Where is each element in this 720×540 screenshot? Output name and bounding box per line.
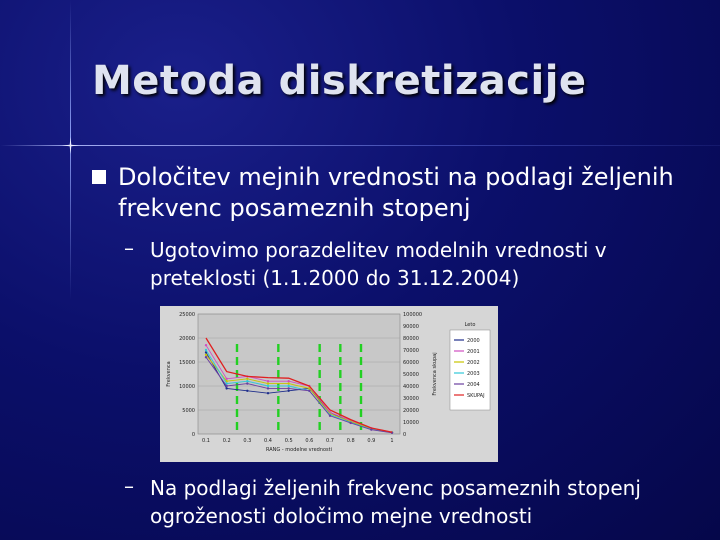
data-point-2003 [246,380,248,382]
slide-title: Metoda diskretizacije [92,58,587,104]
legend-entry: 2003 [467,370,480,377]
x-axis-label: RANG - modelne vrednosti [265,447,333,453]
data-point-2000 [287,390,289,392]
legend-entry: SKUPAJ [467,392,485,399]
data-point-2000 [246,390,248,392]
data-point-2004 [308,390,310,392]
y-tick-label: 0 [191,431,195,438]
data-point-2004 [246,382,248,384]
sub-bullet-dash: – [124,474,134,498]
bullet-square-icon [92,170,106,184]
legend-entry: 2002 [467,359,480,366]
y2-tick-label: 0 [403,431,407,438]
y2-tick-label: 30000 [403,395,419,402]
x-tick-label: 0.8 [346,438,355,444]
bullet-text: Določitev mejnih vrednosti na podlagi željenih frekvenc posameznih stopenj [118,163,674,222]
data-point-2004 [267,387,269,389]
legend-title: Leto [464,322,476,328]
x-tick-label: 0.2 [222,438,231,444]
x-tick-label: 0.7 [326,438,334,444]
x-tick-label: 0.1 [202,438,210,444]
data-point-2004 [287,387,289,389]
y-tick-label: 5000 [182,407,195,414]
data-point-2004 [225,385,227,387]
y-tick-label: 15000 [179,359,195,366]
data-point-2001 [267,380,269,382]
y2-axis-label: Frekvenca skupaj [432,352,438,396]
data-point-2004 [349,422,351,424]
y2-tick-label: 50000 [403,371,419,378]
y2-tick-label: 10000 [403,419,419,426]
legend-entry: 2004 [467,381,480,388]
sparkle-icon [62,137,79,154]
y2-tick-label: 70000 [403,347,419,354]
data-point-2004 [205,356,207,358]
sub-bullet-dash: – [124,236,134,260]
legend-entry: 2001 [467,348,480,355]
y-axis-label: Frekvenca [166,361,172,387]
y2-tick-label: 40000 [403,383,419,390]
data-point-2002 [246,378,248,380]
y2-tick-label: 60000 [403,359,419,366]
data-point-2002 [287,382,289,384]
data-point-2002 [267,382,269,384]
data-point-2004 [329,415,331,417]
data-point-2001 [205,344,207,346]
data-point-2001 [287,380,289,382]
data-point-2000 [225,387,227,389]
x-tick-label: 0.9 [367,438,376,444]
data-point-2003 [267,385,269,387]
chart-svg [160,306,498,462]
decor-horizontal-line [0,145,720,146]
y-tick-label: 10000 [179,383,195,390]
x-tick-label: 0.3 [243,438,252,444]
sub-bullet-text-2: Na podlagi željenih frekvenc posameznih stopenj ogroženosti določimo mejne vrednosti [150,476,641,528]
legend-entry: 2000 [467,337,480,344]
y2-tick-label: 100000 [403,311,423,318]
data-point-2002 [205,354,207,356]
x-tick-label: 1 [390,438,394,444]
frequency-chart [160,306,498,462]
y2-tick-label: 80000 [403,335,419,342]
sub-bullet-text-1: Ugotovimo porazdelitev modelnih vrednosti v preteklosti (1.1.2000 do 31.12.2004) [150,238,607,290]
y-tick-label: 20000 [179,335,195,342]
data-point-2003 [287,385,289,387]
y2-tick-label: 20000 [403,407,419,414]
plot-area [198,314,400,434]
data-point-2003 [205,349,207,351]
x-tick-label: 0.6 [305,438,314,444]
y2-tick-label: 90000 [403,323,419,330]
y-tick-label: 25000 [179,311,195,318]
data-point-2000 [267,392,269,394]
x-tick-label: 0.4 [264,438,272,444]
x-tick-label: 0.5 [284,438,293,444]
